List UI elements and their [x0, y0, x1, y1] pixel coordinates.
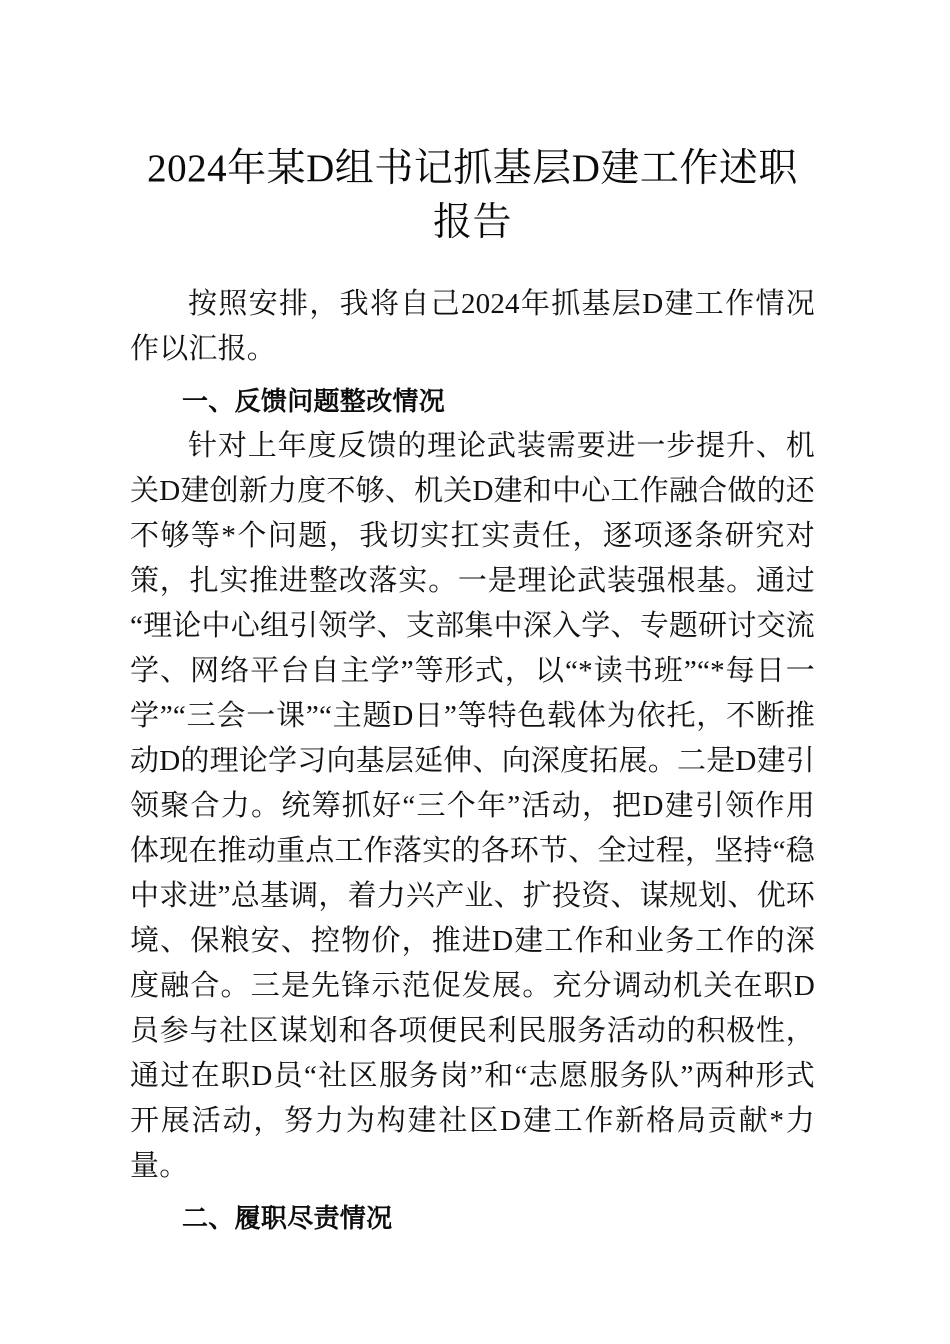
page-title: 2024年某D组书记抓基层D建工作述职报告	[147, 147, 798, 244]
spacer-intro-heading	[130, 372, 815, 379]
intro-paragraph: 按照安排，我将自己2024年抓基层D建工作情况作以汇报。	[130, 288, 815, 365]
section-heading-2: 二、履职尽责情况	[182, 1203, 393, 1233]
spacer-body-heading2	[130, 1189, 815, 1196]
section-heading-1: 一、反馈问题整改情况	[182, 386, 446, 416]
section-paragraph-1: 针对上年度反馈的理论武装需要进一步提升、机关D建创新力度不够、机关D建和中心工作融合做的还不够等*个问题，我切实扛实责任，逐项逐条研究对策，扎实推进整改落实。一是理论武装强根基。通过“理论中心组引领学、支部集中深入学、专题研讨交流学、网络平台自主学”等形式，以“*读书班”“*每日一学”“三会一课”“主题D日”等特色载体为依托，不断推动D的理论学习向基层延伸、向深度拓展。二是D建引领聚合力。统筹抓好“三个年”活动，把D建引领作用体现在推动重点工作落实的各环节、全过程，坚持“稳中求进”总基调，着力兴产业、扩投资、谋规划、优环境、保粮安、控物价，推进D建工作和业务工作的深度融合。三是先锋示范促发展。充分调动机关在职D员参与社区谋划和各项便民利民服务活动的积极性，通过在职D员“社区服务岗”和“志愿服务队”两种形式开展活动，努力为构建社区D建工作新格局贡献*力量。	[130, 430, 815, 1182]
spacer-title-body	[130, 250, 815, 282]
